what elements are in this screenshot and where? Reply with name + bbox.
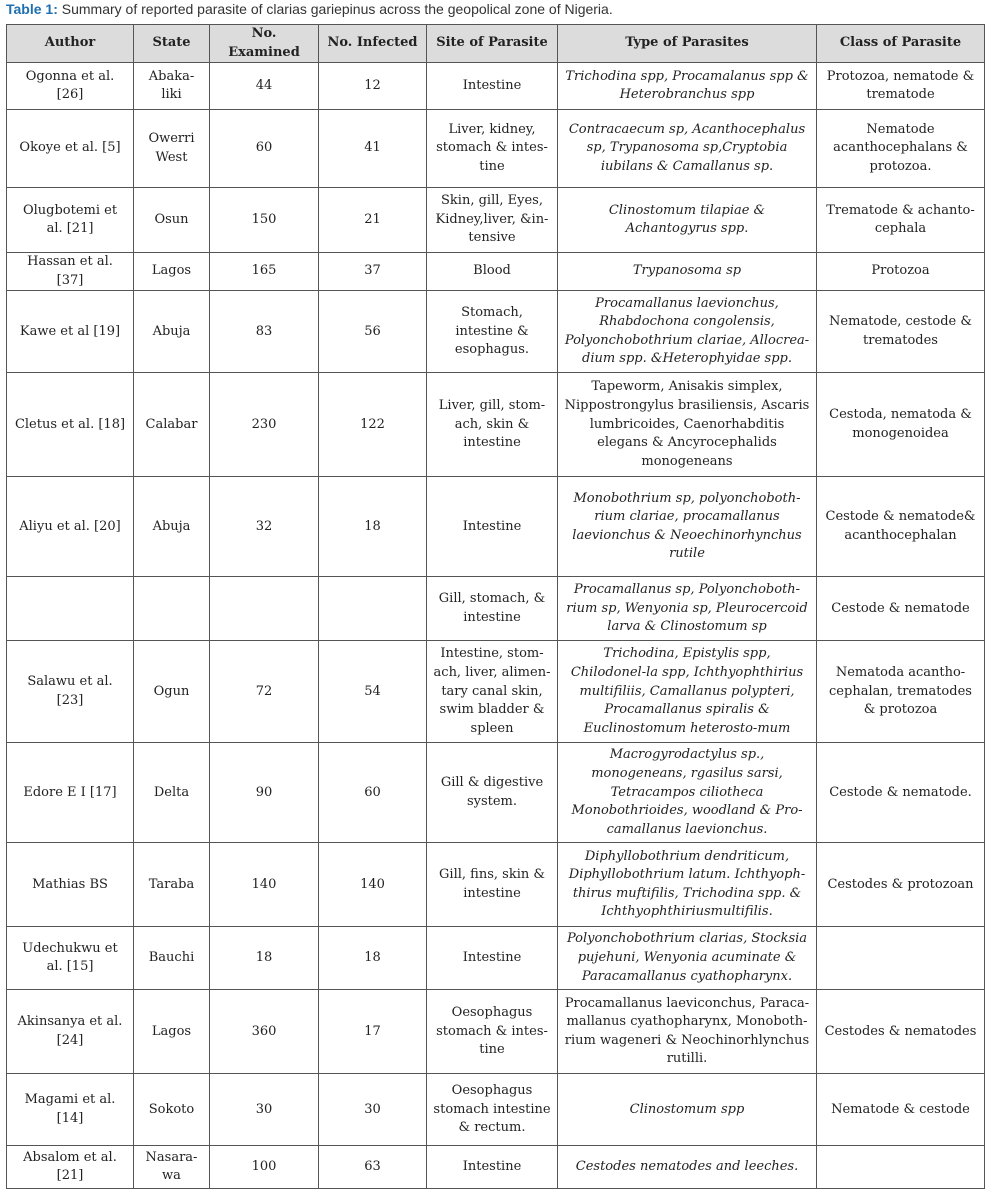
site-cell: Liver, gill, stom-ach, skin & intestine (427, 373, 558, 477)
parasite-class-cell: Nematoda acantho-cephalan, trematodes & protozoa (817, 641, 985, 743)
parasite-type-cell: Monobothrium sp, polyonchoboth-rium clariae, procamallanus laevionchus & Neoechinorhynchus rutile (558, 477, 817, 577)
site-cell: Intestine, stom-ach, liver, alimen-tary canal skin, swim bladder & spleen (427, 641, 558, 743)
parasite-type-cell: Procamallanus laevionchus, Rhabdochona congolensis, Polyonchobothrium clariae, Allocrea-dium spp. &Heterophyidae spp. (558, 291, 817, 373)
author-cell: Mathias BS (7, 843, 134, 927)
parasite-type-cell: Polyonchobothrium clarias, Stocksia pujehuni, Wenyonia acuminate & Paracamallanus cyathopharynx. (558, 927, 817, 990)
infected-cell: 18 (319, 927, 427, 990)
author-cell: Cletus et al. [18] (7, 373, 134, 477)
state-cell: Lagos (134, 253, 210, 291)
examined-cell: 30 (210, 1074, 319, 1146)
infected-cell: 41 (319, 110, 427, 188)
parasite-type-cell: Trichodina spp, Procamalanus spp & Heterobranchus spp (558, 63, 817, 110)
parasite-class-cell: Cestode & nematode. (817, 743, 985, 843)
examined-cell: 72 (210, 641, 319, 743)
table-row (7, 373, 985, 477)
table-row (7, 188, 985, 253)
infected-cell: 12 (319, 63, 427, 110)
state-cell: Lagos (134, 990, 210, 1074)
site-cell: Gill & digestive system. (427, 743, 558, 843)
parasite-type-cell: Clinostomum spp (558, 1074, 817, 1146)
author-cell: Salawu et al. [23] (7, 641, 134, 743)
site-cell: Intestine (427, 1146, 558, 1189)
infected-cell: 122 (319, 373, 427, 477)
parasite-class-cell: Cestodes & nematodes (817, 990, 985, 1074)
parasite-type-cell: Macrogyrodactylus sp., monogeneans, rgasilus sarsi, Tetracampos ciliotheca Monobothrioides, woodland & Pro-camallanus laevionchus. (558, 743, 817, 843)
author-cell: Okoye et al. [5] (7, 110, 134, 188)
table-row (7, 291, 985, 373)
table-row (7, 577, 985, 641)
examined-cell: 18 (210, 927, 319, 990)
site-cell: Blood (427, 253, 558, 291)
author-cell: Olugbotemi et al. [21] (7, 188, 134, 253)
examined-cell: 60 (210, 110, 319, 188)
examined-cell: 165 (210, 253, 319, 291)
state-cell: Delta (134, 743, 210, 843)
table-header-row (7, 25, 985, 63)
table-row (7, 990, 985, 1074)
parasite-type-cell: Cestodes nematodes and leeches. (558, 1146, 817, 1189)
parasite-type-cell: Contracaecum sp, Acanthocephalus sp, Trypanosoma sp,Cryptobia iubilans & Camallanus sp. (558, 110, 817, 188)
site-cell: Liver, kidney, stomach & intes-tine (427, 110, 558, 188)
examined-cell: 83 (210, 291, 319, 373)
parasite-summary-table (6, 24, 985, 1189)
site-cell: Oesophagus stomach & intes-tine (427, 990, 558, 1074)
author-cell: Magami et al. [14] (7, 1074, 134, 1146)
column-header-no-infected: No. Infected (319, 25, 427, 63)
parasite-class-cell: Protozoa (817, 253, 985, 291)
table-row (7, 253, 985, 291)
state-cell: Nasara-wa (134, 1146, 210, 1189)
site-cell: Intestine (427, 927, 558, 990)
author-cell (7, 577, 134, 641)
examined-cell: 32 (210, 477, 319, 577)
author-cell: Hassan et al. [37] (7, 253, 134, 291)
parasite-class-cell: Nematode, cestode & trematodes (817, 291, 985, 373)
parasite-class-cell: Trematode & achanto-cephala (817, 188, 985, 253)
author-cell: Udechukwu et al. [15] (7, 927, 134, 990)
table-row (7, 477, 985, 577)
infected-cell: 17 (319, 990, 427, 1074)
column-header-site-of-parasite: Site of Parasite (427, 25, 558, 63)
site-cell: Intestine (427, 63, 558, 110)
table-row (7, 927, 985, 990)
infected-cell (319, 577, 427, 641)
examined-cell: 140 (210, 843, 319, 927)
column-header-author: Author (7, 25, 134, 63)
author-cell: Kawe et al [19] (7, 291, 134, 373)
column-header-state: State (134, 25, 210, 63)
author-cell: Ogonna et al. [26] (7, 63, 134, 110)
parasite-class-cell: Cestode & nematode& acanthocephalan (817, 477, 985, 577)
infected-cell: 56 (319, 291, 427, 373)
table-row (7, 641, 985, 743)
state-cell: Ogun (134, 641, 210, 743)
table-row (7, 110, 985, 188)
state-cell: Abaka-liki (134, 63, 210, 110)
parasite-class-cell (817, 927, 985, 990)
site-cell: Intestine (427, 477, 558, 577)
table-caption-text: Summary of reported parasite of clarias gariepinus across the geopolical zone of Nigeria. (61, 1, 613, 17)
column-header-type-of-parasites: Type of Parasites (558, 25, 817, 63)
parasite-class-cell: Cestoda, nematoda & monogenoidea (817, 373, 985, 477)
infected-cell: 140 (319, 843, 427, 927)
site-cell: Gill, fins, skin & intestine (427, 843, 558, 927)
examined-cell: 150 (210, 188, 319, 253)
state-cell: Abuja (134, 291, 210, 373)
state-cell: Sokoto (134, 1074, 210, 1146)
infected-cell: 30 (319, 1074, 427, 1146)
parasite-class-cell: Protozoa, nematode & trematode (817, 63, 985, 110)
parasite-class-cell: Nematode & cestode (817, 1074, 985, 1146)
site-cell: Stomach, intestine & esophagus. (427, 291, 558, 373)
state-cell: Calabar (134, 373, 210, 477)
state-cell: Owerri West (134, 110, 210, 188)
parasite-type-cell: Procamallanus sp, Polyonchoboth-rium sp, Wenyonia sp, Pleurocercoid larva & Clinostomum sp (558, 577, 817, 641)
author-cell: Absalom et al. [21] (7, 1146, 134, 1189)
parasite-type-cell: Diphyllobothrium dendriticum, Diphyllobothrium latum. Ichthyoph-thirus muftifilis, Trichodina spp. & Ichthyophthiriusmultifilis. (558, 843, 817, 927)
table-caption-label: Table 1: (6, 1, 58, 17)
author-cell: Edore E I [17] (7, 743, 134, 843)
table-row (7, 1146, 985, 1189)
table-row (7, 843, 985, 927)
state-cell: Abuja (134, 477, 210, 577)
parasite-type-cell: Clinostomum tilapiae & Achantogyrus spp. (558, 188, 817, 253)
examined-cell: 230 (210, 373, 319, 477)
parasite-type-cell: Procamallanus laeviconchus, Paraca-mallanus cyathopharynx, Monoboth-rium wageneri & Neochinorhlynchus rutilli. (558, 990, 817, 1074)
state-cell: Bauchi (134, 927, 210, 990)
infected-cell: 54 (319, 641, 427, 743)
parasite-class-cell: Cestode & nematode (817, 577, 985, 641)
infected-cell: 37 (319, 253, 427, 291)
state-cell: Taraba (134, 843, 210, 927)
examined-cell: 100 (210, 1146, 319, 1189)
parasite-type-cell: Tapeworm, Anisakis simplex, Nippostrongylus brasiliensis, Ascaris lumbricoides, Caenorhabditis elegans & Ancyrocephalids monogeneans (558, 373, 817, 477)
examined-cell (210, 577, 319, 641)
table-row (7, 1074, 985, 1146)
state-cell: Osun (134, 188, 210, 253)
column-header-class-of-parasite: Class of Parasite (817, 25, 985, 63)
site-cell: Gill, stomach, & intestine (427, 577, 558, 641)
examined-cell: 44 (210, 63, 319, 110)
examined-cell: 90 (210, 743, 319, 843)
table-caption (6, 0, 613, 22)
infected-cell: 21 (319, 188, 427, 253)
site-cell: Skin, gill, Eyes, Kidney,liver, &in-tensive (427, 188, 558, 253)
state-cell (134, 577, 210, 641)
examined-cell: 360 (210, 990, 319, 1074)
site-cell: Oesophagus stomach intestine & rectum. (427, 1074, 558, 1146)
author-cell: Aliyu et al. [20] (7, 477, 134, 577)
parasite-type-cell: Trypanosoma sp (558, 253, 817, 291)
parasite-class-cell: Cestodes & protozoan (817, 843, 985, 927)
parasite-class-cell: Nematode acanthocephalans & protozoa. (817, 110, 985, 188)
author-cell: Akinsanya et al. [24] (7, 990, 134, 1074)
infected-cell: 18 (319, 477, 427, 577)
infected-cell: 60 (319, 743, 427, 843)
table-row (7, 63, 985, 110)
parasite-type-cell: Trichodina, Epistylis spp, Chilodonel-la spp, Ichthyophthirius multifiliis, Camallanus polypteri, Procamallanus spiralis & Euclinostomum heterosto-mum (558, 641, 817, 743)
column-header-no-examined: No. Examined (210, 25, 319, 63)
parasite-class-cell (817, 1146, 985, 1189)
table-row (7, 743, 985, 843)
infected-cell: 63 (319, 1146, 427, 1189)
